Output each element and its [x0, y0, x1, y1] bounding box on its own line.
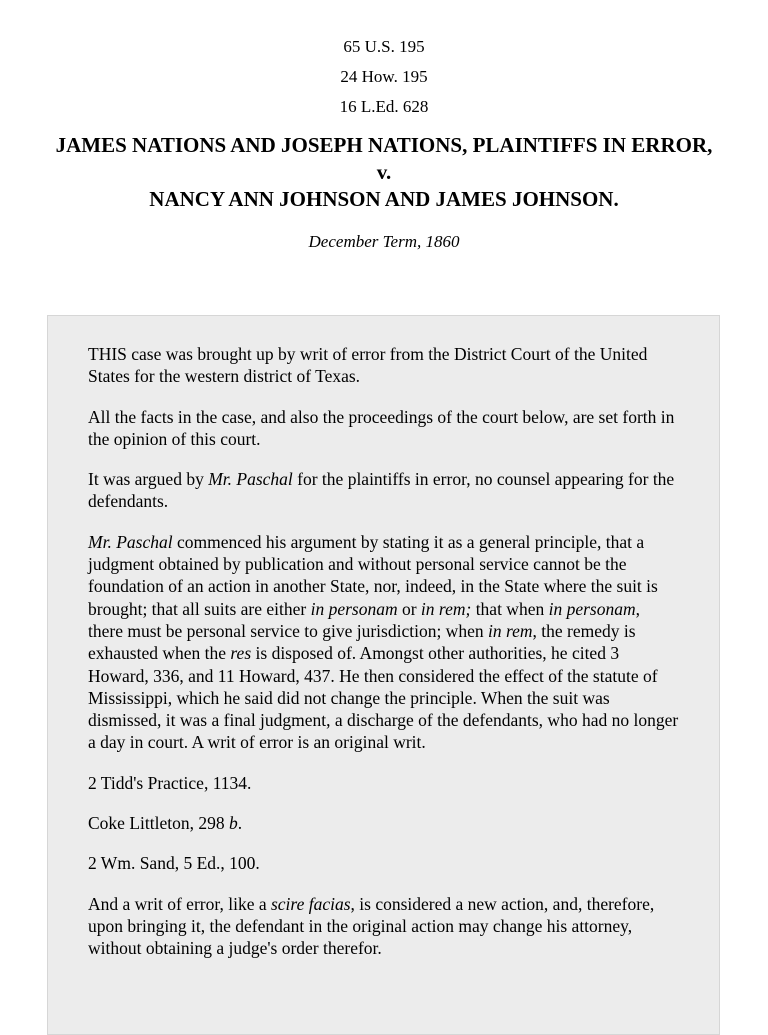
text-run: , there must be personal service to give jurisdiction; when [88, 598, 640, 641]
text-run: commenced his argument by stating it as a general principle, that a judgment obtained by publication and without personal service cannot be the foundation of an action in another State, nor, indeed, in the State where the suit is brought; that all suits are either [88, 531, 658, 619]
citation-coke [88, 812, 679, 834]
text-run: , the remedy is exhausted when the [88, 620, 636, 664]
case-title-versus: v. [376, 160, 392, 184]
text-run: or [397, 598, 421, 619]
paragraph-argument [88, 531, 679, 754]
latin-term: res [230, 643, 252, 664]
text-run: for the plaintiffs in error, no counsel appearing for the defendants. [88, 469, 675, 512]
citation-how: 24 How. 195 [340, 67, 428, 86]
counsel-name: Mr. Paschal [88, 531, 173, 552]
case-title [50, 132, 718, 213]
latin-term: scire facias [270, 893, 351, 914]
citation-sand: 2 Wm. Sand, 5 Ed., 100. [88, 853, 260, 874]
court-term: December Term, 1860 [308, 232, 460, 251]
latin-term: in rem [487, 620, 533, 641]
paragraph-argued [88, 468, 679, 513]
syllabus-panel [47, 315, 720, 1035]
paragraph-facts: All the facts in the case, and also the proceedings of the court below, are set forth in the opinion of this court. [88, 406, 675, 449]
text-run: Coke Littleton, 298 [88, 813, 229, 834]
citation-led: 16 L.Ed. 628 [339, 97, 429, 116]
citations [0, 0, 768, 122]
text-run: And a writ of error, like a [88, 893, 271, 914]
text-run: It was argued by [88, 469, 209, 490]
paragraph-writ-of-error [88, 893, 679, 960]
latin-term: in rem; [420, 598, 472, 619]
latin-term: in personam [310, 598, 398, 619]
citation-us: 65 U.S. 195 [343, 37, 425, 56]
paragraph-case-origin: THIS case was brought up by writ of error from the District Court of the United States for the western district of Texas. [88, 344, 648, 387]
latin-term: b [228, 813, 238, 834]
text-run: is disposed of. Amongst other authorities, he cited 3 Howard, 336, and 11 Howard, 437. He then considered the effect of the statute of Mississippi, which he said did not change the principle. When the suit was dismissed, it was a final judgment, a discharge of the defendants, who had no longer a day in court. A writ of error is an original writ. [88, 643, 679, 753]
counsel-name: Mr. Paschal [208, 469, 293, 490]
syllabus-content [48, 316, 719, 960]
text-run: that when [471, 598, 549, 619]
case-title-defendants: NANCY ANN JOHNSON AND JAMES JOHNSON. [149, 187, 619, 211]
latin-term: in personam [548, 598, 636, 619]
citation-tidd: 2 Tidd's Practice, 1134. [88, 772, 252, 793]
text-run: , is considered a new action, and, therefore, upon bringing it, the defendant in the original action may change his attorney, without obtaining a judge's order therefor. [88, 893, 655, 959]
case-title-plaintiffs: JAMES NATIONS AND JOSEPH NATIONS, PLAINTIFFS IN ERROR, [55, 133, 713, 157]
text-run: . [237, 813, 243, 834]
